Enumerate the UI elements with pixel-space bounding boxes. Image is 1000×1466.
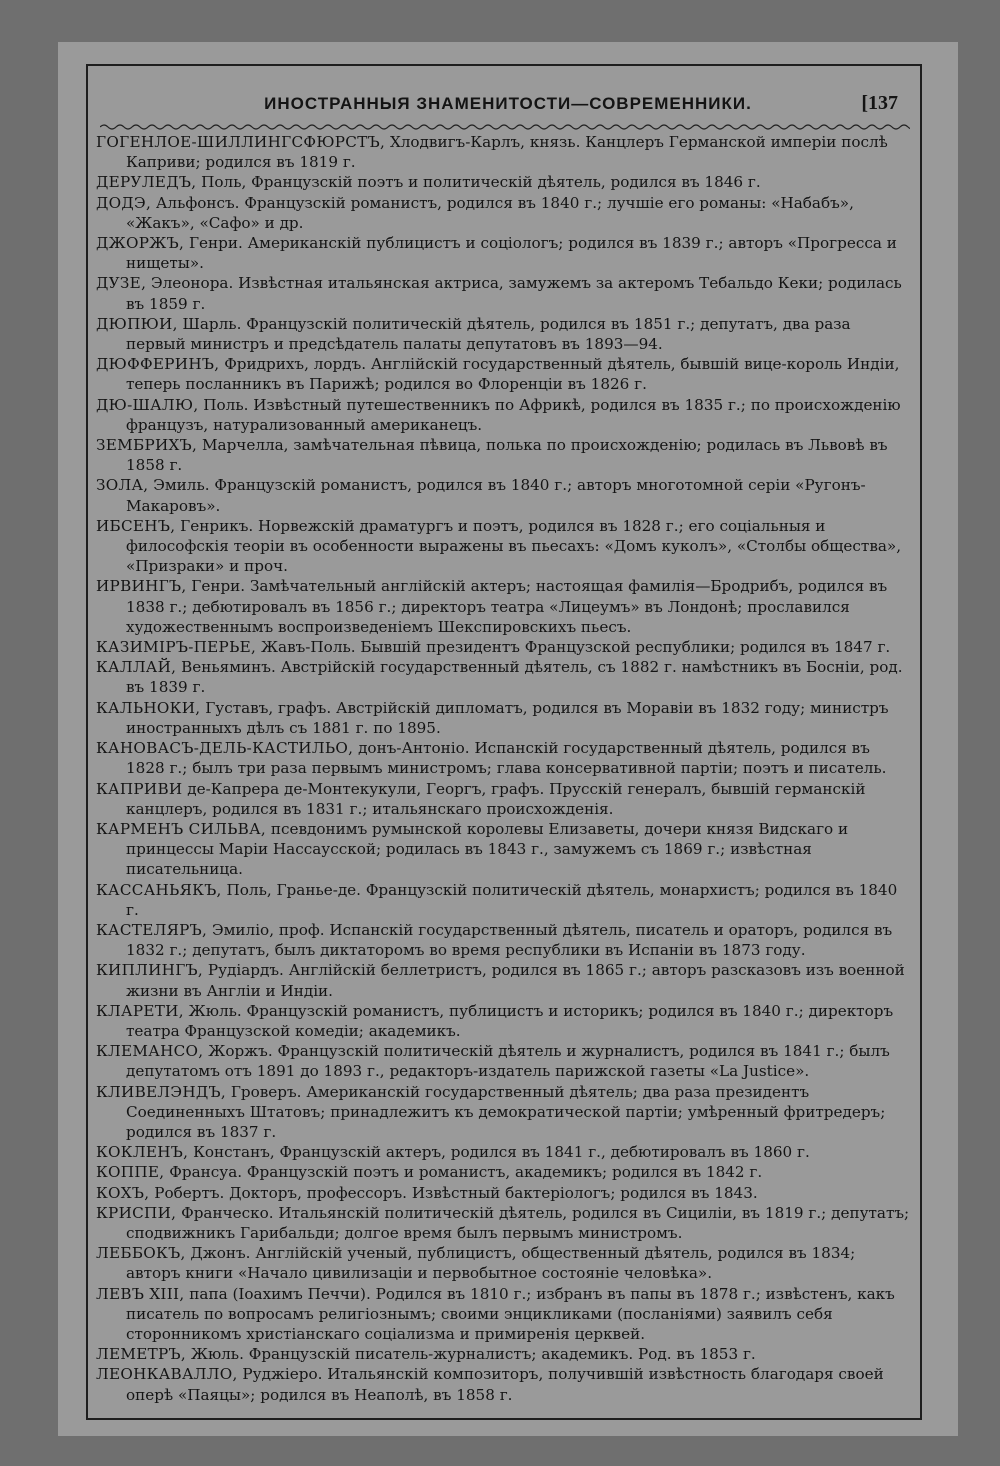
entry-text: Джонъ. Англійскій ученый, публицистъ, общественный дѣятель, родился въ 1834; авторъ книги «Начало цивилизаціи и первобытное состояніе человѣка». [126,1244,856,1283]
entry [96,920,912,960]
entry-text: псевдонимъ румынской королевы Елизаветы, дочери князя Видскаго и принцессы Маріи Нассаусской; родилась въ 1843 г., замужемъ съ 1869 г.; извѣстная писательница. [126,819,849,879]
entry-name: ДЮФФЕРИНЪ, [96,355,220,374]
entry [96,576,912,637]
entry [96,132,912,172]
entry-name: КАПРИВИ [96,779,183,798]
entry [96,738,912,778]
entry-text: Поль. Извѣстный путешественникъ по Африкѣ, родился въ 1835 г.; по происхожденію французъ, натурализованный американецъ. [126,395,901,434]
entry-name: ЛЕВЪ XIII, [96,1284,185,1303]
entry-name: КОХЪ, [96,1183,150,1202]
entry [96,637,912,657]
entry-name: ИБСЕНЪ, [96,516,176,535]
entry [96,395,912,435]
entry-name: ЗЕМБРИХЪ, [96,436,198,455]
entry-text: Гроверъ. Американскій государственный дѣятель; два раза президентъ Соединенныхъ Штатовъ; принадлежитъ къ демократической партіи; умѣренный фритредеръ; родился въ 1837 г. [126,1082,886,1141]
entry [96,1344,912,1364]
entry [96,1364,912,1404]
entry-text: Хлодвигъ-Карлъ, князь. Канцлеръ Германской имперіи послѣ Каприви; родился въ 1819 г. [126,133,888,172]
entry [96,779,912,819]
entry [96,1082,912,1143]
entry-text: Франческо. Итальянскій политическій дѣятель, родился въ Сициліи, въ 1819 г.; депутатъ; сподвижникъ Гарибальди; долгое время былъ первымъ министромъ. [126,1203,910,1242]
entry [96,1284,912,1345]
entry [96,475,912,515]
entry-text: Генри. Замѣчательный англійскій актеръ; настоящая фамилія—Бродрибъ, родился въ 1838 г.; дебютировалъ въ 1856 г.; директоръ театра «Лицеумъ» въ Лондонѣ; прославился художественнымъ воспроизведеніемъ Шекспировскихъ пьесъ. [126,577,888,636]
entry-name: ДОДЭ, [96,193,152,212]
entry-name: ЗОЛА, [96,476,149,495]
entry [96,880,912,920]
entry-text: Констанъ, Французскій актеръ, родился въ 1841 г., дебютировалъ въ 1860 г. [188,1143,810,1162]
entry-name: КЛЕМАНСО, [96,1042,204,1061]
entry-name: КАНОВАСЪ-ДЕЛЬ-КАСТИЛЬО, [96,739,354,758]
entry [96,1001,912,1041]
page-header: ИНОСТРАННЫЯ ЗНАМЕНИТОСТИ—СОВРЕМЕННИКИ. [264,94,752,113]
entry-text: Руджіеро. Итальянскій композиторъ, получившій извѣстность благодаря своей оперѣ «Паяцы»; родился въ Неаполѣ, въ 1858 г. [126,1365,884,1404]
entry-text: Поль, Французскій поэтъ и политическій дѣятель, родился въ 1846 г. [196,173,761,192]
entry-name: ДЮ-ШАЛЮ, [96,395,199,414]
entry-text: Рудіардъ. Англійскій беллетристъ, родился въ 1865 г.; авторъ разсказовъ изъ военной жизни въ Англіи и Индіи. [126,961,905,1000]
entry-text: Франсуа. Французскій поэтъ и романистъ, академикъ; родился въ 1842 г. [164,1163,763,1182]
entry-text: Марчелла, замѣчательная пѣвица, полька по происхожденію; родилась въ Львовѣ въ 1858 г. [126,436,888,475]
entry-text: Веньяминъ. Австрійскій государственный дѣятель, съ 1882 г. намѣстникъ въ Босніи, род. въ 1839 г. [126,658,903,697]
header-wavy-rule [100,122,910,132]
entry-name: ИРВИНГЪ, [96,577,187,596]
entry [96,657,912,697]
entry-text: Густавъ, графъ. Австрійскій дипломатъ, родился въ Моравіи въ 1832 году; министръ иностранныхъ дѣлъ съ 1881 г. по 1895. [126,698,889,737]
entry [96,1162,912,1182]
entry [96,273,912,313]
entry-name: КАЛЛАЙ, [96,658,177,677]
book-page [58,42,958,1436]
entry-name: КАРМЕНЪ СИЛЬВА, [96,819,267,838]
entry-text: Фридрихъ, лордъ. Англійскій государственный дѣятель, бывшій вице-король Индіи, теперь посланникъ въ Парижѣ; родился во Флоренціи въ 1826 г. [126,355,900,394]
entry-text: Поль, Гранье-де. Французскій политическій дѣятель, монархистъ; родился въ 1840 г. [126,880,898,919]
entry-text: Элеонора. Извѣстная итальянская актриса, замужемъ за актеромъ Тебальдо Кеки; родилась въ 1859 г. [126,274,902,313]
entry-name: КРИСПИ, [96,1203,177,1222]
entry-name: КАССАНЬЯКЪ, [96,880,222,899]
entry-name: ДУЗЕ, [96,274,147,293]
entry [96,819,912,880]
entry-name: ЛЕОНКАВАЛЛО, [96,1365,238,1384]
entry-name: КОППЕ, [96,1163,165,1182]
page-number: [137 [861,92,898,114]
entry [96,354,912,394]
entry-text: Эмиль. Французскій романистъ, родился въ 1840 г.; авторъ многотомной серіи «Ругонъ-Макаровъ». [126,476,866,515]
entry-text: Жавъ-Поль. Бывшій президентъ Французской республики; родился въ 1847 г. [256,638,891,657]
entry [96,1041,912,1081]
entry-text: де-Капрера де-Монтекукули, Георгъ, графъ. Прусскій генералъ, бывшій германскій канцлеръ, родился въ 1831 г.; итальянскаго происхожденія. [126,779,866,818]
entry [96,1203,912,1243]
entry [96,435,912,475]
entry-name: КАЛЬНОКИ, [96,698,201,717]
entry-text: Генри. Американскій публицистъ и соціологъ; родился въ 1839 г.; авторъ «Прогресса и нищеты». [126,234,897,273]
entry-name: КАСТЕЛЯРЪ, [96,920,208,939]
entry-text: Генрикъ. Норвежскій драматургъ и поэтъ, родился въ 1828 г.; его соціальныя и философскія теоріи въ особенности выражены въ пьесахъ: «Домъ куколъ», «Столбы общества», «Призраки» и проч. [126,516,902,576]
entry [96,960,912,1000]
entry-name: ЛЕББОКЪ, [96,1244,186,1263]
entry-name: ДЖОРЖЪ, [96,234,185,253]
entry-text: Эмиліо, проф. Испанскій государственный дѣятель, писатель и ораторъ, родился въ 1832 г.; депутатъ, былъ диктаторомъ во время республики въ Испаніи въ 1873 году. [126,920,893,960]
entry [96,1243,912,1283]
entry [96,193,912,233]
entry [96,1142,912,1162]
page-frame [86,64,922,1420]
entry-text: Шарль. Французскій политическій дѣятель, родился въ 1851 г.; депутатъ, два раза первый министръ и предсѣдатель палаты депутатовъ въ 1893—94. [126,314,851,354]
entry-text: Жюль. Французскій писатель-журналистъ; академикъ. Род. въ 1853 г. [186,1345,756,1364]
entry-text: донъ-Антоніо. Испанскій государственный дѣятель, родился въ 1828 г.; былъ три раза первымъ министромъ; глава консервативной партіи; поэтъ и писатель. [126,739,887,778]
entry [96,1183,912,1203]
entry-text: Робертъ. Докторъ, профессоръ. Извѣстный бактеріологъ; родился въ 1843. [149,1183,758,1202]
entry-text: Альфонсъ. Французскій романистъ, родился въ 1840 г.; лучшіе его романы: «Набабъ», «Жакъ», «Сафо» и др. [126,193,854,232]
entry [96,233,912,273]
entry [96,172,912,192]
entry [96,314,912,354]
entry [96,516,912,577]
entry-name: КОКЛЕНЪ, [96,1143,189,1162]
entry-list [96,132,912,1405]
entry-text: Жоржъ. Французскій политическій дѣятель и журналистъ, родился въ 1841 г.; былъ депутатомъ отъ 1891 до 1893 г., редакторъ-издатель парижской газеты «La Justice». [126,1042,890,1081]
entry-name: КИПЛИНГЪ, [96,961,204,980]
entry-name: КЛИВЕЛЭНДЪ, [96,1082,226,1101]
entry [96,698,912,738]
entry-name: КАЗИМІРЪ-ПЕРЬЕ, [96,638,257,657]
entry-name: ГОГЕНЛОЕ-ШИЛЛИНГСФЮРСТЪ, [96,133,386,151]
entry-text: папа (Іоахимъ Печчи). Родился въ 1810 г.; избранъ въ папы въ 1878 г.; извѣстенъ, какъ писатель по вопросамъ религіознымъ; своими энцикликами (посланіями) заявилъ себя сторонникомъ христіанскаго соціализма и примиренія церквей. [126,1284,895,1343]
entry-name: ДЮПЮИ, [96,314,178,333]
entry-name: ЛЕМЕТРЪ, [96,1345,187,1364]
entry-text: Жюль. Французскій романистъ, публицистъ и историкъ; родился въ 1840 г.; директоръ театра Французской комедіи; академикъ. [126,1001,894,1040]
entry-name: ДЕРУЛЕДЪ, [96,173,197,192]
entry-name: КЛАРЕТИ, [96,1001,184,1020]
